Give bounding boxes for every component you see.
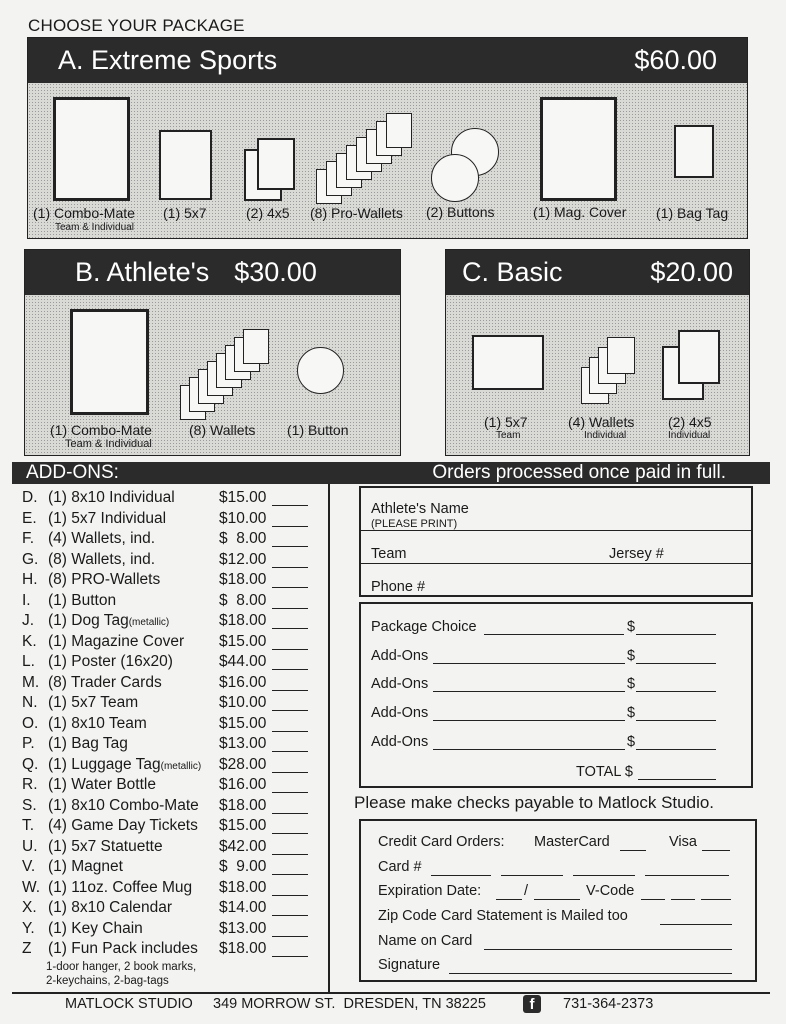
addon-letter: G. — [22, 550, 39, 568]
addon-quantity-field[interactable] — [272, 505, 308, 506]
package-b-header — [25, 250, 400, 295]
print-4x5-graphic — [257, 138, 295, 190]
athlete-name-label: Athlete's Name — [371, 501, 469, 517]
addon-row[interactable] — [22, 530, 267, 550]
addon-quantity-field[interactable] — [272, 792, 308, 793]
phone-label: Phone # — [371, 579, 426, 595]
addons-label: Add-Ons — [371, 734, 429, 750]
addon-price: $44.00 — [219, 653, 267, 670]
item-label: (1) Combo-Mate — [50, 422, 152, 438]
addon-price: $10.00 — [219, 509, 267, 527]
footer-phone: 731-364-2373 — [563, 996, 654, 1012]
addon-letter: O. — [22, 714, 39, 732]
footer-divider — [12, 992, 770, 994]
addon-letter: F. — [22, 530, 35, 547]
addon-price: $15.00 — [219, 817, 267, 834]
package-a-header — [28, 38, 747, 83]
addon-quantity-field[interactable] — [272, 936, 308, 937]
print-5x7-graphic — [472, 335, 544, 390]
package-c-price: $20.00 — [650, 257, 733, 287]
addon-price: $18.00 — [219, 571, 267, 588]
addon-description: (8) PRO-Wallets — [48, 571, 161, 588]
addon-row[interactable] — [22, 735, 267, 755]
button-graphic — [431, 154, 479, 202]
addon-price: $ 9.00 — [219, 858, 267, 875]
athlete-info-box — [359, 486, 753, 597]
addon-letter: S. — [22, 796, 37, 814]
item-sub-label: Team — [496, 430, 521, 441]
credit-card-box — [359, 819, 757, 982]
addon-price: $18.00 — [219, 612, 267, 629]
wallet-graphic — [386, 113, 412, 148]
footer-address: 349 MORROW ST. DRESDEN, TN 38225 — [213, 996, 486, 1012]
button-graphic — [297, 347, 344, 394]
item-label: (1) Combo-Mate — [33, 205, 135, 221]
addon-price: $28.00 — [219, 755, 267, 773]
vcode-field[interactable] — [701, 899, 731, 900]
package-a-price: $60.00 — [634, 45, 717, 75]
addon-price: $12.00 — [219, 550, 267, 568]
addons-field[interactable] — [433, 663, 625, 664]
addon-description: (1) 5x7 Individual — [48, 509, 167, 527]
package-a[interactable] — [27, 37, 748, 239]
addon-quantity-field[interactable] — [272, 731, 308, 732]
mastercard-field[interactable] — [620, 850, 646, 851]
package-amount-field[interactable] — [636, 634, 716, 635]
item-label: (1) 5x7 — [484, 414, 528, 430]
addon-letter: Y. — [22, 919, 35, 937]
signature-field[interactable] — [449, 973, 732, 974]
addon-letter: U. — [22, 837, 38, 855]
addon-description: (1) Button — [48, 591, 117, 609]
addon-description: (1) 5x7 Statuette — [48, 837, 163, 855]
addons-field[interactable] — [433, 749, 625, 750]
package-choice-label: Package Choice — [371, 619, 477, 635]
item-label: (1) Mag. Cover — [533, 204, 627, 220]
addon-row[interactable] — [22, 858, 267, 878]
addon-row[interactable] — [22, 899, 267, 919]
addon-quantity-field[interactable] — [272, 895, 308, 896]
addon-description: (4) Game Day Tickets — [48, 817, 198, 834]
addon-letter: J. — [22, 612, 35, 629]
addon-description: (4) Wallets, ind. — [48, 530, 156, 547]
mastercard-label: MasterCard — [534, 834, 610, 850]
addons-header — [12, 462, 770, 484]
column-divider — [328, 484, 330, 992]
dollar-sign: $ — [627, 734, 636, 750]
print-4x5-graphic — [678, 330, 720, 384]
addon-price: $14.00 — [219, 899, 267, 916]
addon-description: (8) Wallets, ind. — [48, 550, 156, 568]
addon-price: $10.00 — [219, 694, 267, 711]
addon-description: (1) 8x10 Team — [48, 714, 147, 732]
addon-letter: W. — [22, 878, 41, 896]
package-b-items — [25, 295, 400, 455]
addon-row[interactable] — [22, 919, 267, 940]
addon-row[interactable] — [22, 796, 267, 817]
card-number-field[interactable] — [501, 875, 563, 876]
addon-quantity-field[interactable] — [272, 690, 308, 691]
checks-note: Please make checks payable to Matlock Studio. — [354, 793, 715, 812]
funpack-note-line: 2-keychains, 2-bag-tags — [46, 975, 169, 987]
addon-description: (1) Magnet — [48, 858, 123, 875]
addon-price: $15.00 — [219, 489, 267, 506]
addon-letter: R. — [22, 776, 38, 793]
addons-title: ADD-ONS: — [26, 462, 119, 483]
addon-description: (1) 8x10 Combo-Mate — [48, 796, 199, 814]
package-a-items — [28, 83, 747, 238]
addon-description: (1) Bag Tag — [48, 735, 128, 752]
addon-letter: I. — [22, 591, 31, 609]
addon-price: $13.00 — [219, 919, 267, 937]
addon-letter: K. — [22, 632, 37, 650]
magazine-cover-graphic — [540, 97, 617, 201]
addon-quantity-field[interactable] — [272, 833, 308, 834]
expiration-slash: / — [524, 883, 529, 899]
addon-row[interactable] — [22, 878, 267, 899]
visa-label: Visa — [669, 834, 697, 850]
dollar-sign: $ — [627, 705, 636, 721]
addon-description: (1) Magazine Cover — [48, 632, 185, 650]
addon-quantity-field[interactable] — [272, 813, 308, 814]
addon-row[interactable] — [22, 940, 267, 960]
addon-letter: X. — [22, 899, 37, 916]
addon-price: $16.00 — [219, 673, 267, 691]
addon-row[interactable] — [22, 591, 267, 612]
card-number-field[interactable] — [431, 875, 491, 876]
funpack-note-line: 1-door hanger, 2 book marks, — [46, 961, 197, 973]
addon-quantity-field[interactable] — [272, 546, 308, 547]
addon-row[interactable] — [22, 612, 267, 632]
package-c-items — [446, 295, 749, 455]
card-number-field[interactable] — [573, 875, 635, 876]
addons-amount-field[interactable] — [636, 749, 716, 750]
vcode-field[interactable] — [641, 899, 665, 900]
zip-field[interactable] — [660, 924, 732, 925]
athlete-name-field[interactable] — [361, 530, 751, 531]
addon-quantity-field[interactable] — [272, 854, 308, 855]
visa-field[interactable] — [702, 850, 730, 851]
addon-description: (1) Key Chain — [48, 919, 143, 937]
addon-letter: Z — [22, 940, 32, 957]
addon-price: $18.00 — [219, 940, 267, 957]
item-sub-label: Individual — [584, 430, 627, 441]
addon-letter: N. — [22, 694, 38, 711]
addon-quantity-field[interactable] — [272, 608, 308, 609]
package-c-name: C. Basic — [462, 257, 563, 287]
team-label: Team — [371, 546, 407, 562]
addon-price: $15.00 — [219, 632, 267, 650]
addon-quantity-field[interactable] — [272, 669, 308, 670]
name-on-card-label: Name on Card — [378, 933, 473, 949]
item-label: (8) Pro-Wallets — [310, 205, 403, 221]
facebook-icon[interactable]: f — [523, 995, 541, 1013]
addons-field[interactable] — [433, 720, 625, 721]
addon-description: (1) 5x7 Team — [48, 694, 139, 711]
addons-label: Add-Ons — [371, 705, 429, 721]
total-field[interactable] — [638, 779, 716, 780]
page-title: CHOOSE YOUR PACKAGE — [28, 16, 245, 35]
package-b-price: $30.00 — [234, 257, 317, 287]
wallet-graphic — [607, 337, 635, 374]
name-on-card-field[interactable] — [484, 949, 732, 950]
addon-price: $15.00 — [219, 714, 267, 732]
card-number-field[interactable] — [645, 875, 729, 876]
package-choice-field[interactable] — [484, 634, 624, 635]
addons-amount-field[interactable] — [636, 691, 716, 692]
order-summary-box — [359, 602, 753, 788]
addon-description: (8) Trader Cards — [48, 673, 162, 691]
dollar-sign: $ — [627, 648, 636, 664]
vcode-label: V-Code — [586, 883, 635, 899]
item-sub-label: Team & Individual — [55, 222, 134, 233]
addon-price: $18.00 — [219, 878, 267, 896]
addon-row[interactable] — [22, 489, 267, 509]
expiration-year-field[interactable] — [534, 899, 580, 900]
addon-quantity-field[interactable] — [272, 649, 308, 650]
zip-label: Zip Code Card Statement is Mailed too — [378, 908, 628, 924]
bag-tag-graphic — [674, 125, 714, 178]
package-b[interactable] — [24, 249, 401, 456]
addon-row[interactable] — [22, 509, 267, 530]
package-a-name: A. Extreme Sports — [58, 45, 278, 75]
vcode-field[interactable] — [671, 899, 695, 900]
package-b-name: B. Athlete's — [75, 257, 210, 287]
addon-letter: L. — [22, 653, 35, 670]
addon-note: (metallic) — [160, 760, 202, 772]
funpack-note — [46, 960, 196, 988]
item-sub-label: Team & Individual — [65, 438, 152, 450]
addon-row[interactable] — [22, 755, 267, 776]
item-label: (4) Wallets — [568, 414, 635, 430]
addon-description: (1) 8x10 Calendar — [48, 899, 173, 916]
addon-quantity-field[interactable] — [272, 526, 308, 527]
addon-quantity-field[interactable] — [272, 587, 308, 588]
orders-note: Orders processed once paid in full. — [432, 462, 726, 483]
addon-note: (metallic) — [128, 617, 170, 628]
dollar-sign: $ — [627, 676, 636, 692]
jersey-label: Jersey # — [609, 546, 664, 562]
item-label: (1) Bag Tag — [656, 205, 729, 221]
athlete-name-sub: (PLEASE PRINT) — [371, 518, 458, 530]
card-number-label: Card # — [378, 859, 422, 875]
addon-row[interactable] — [22, 714, 267, 735]
addon-row[interactable] — [22, 653, 267, 673]
addon-description: (1) Dog Tag — [48, 612, 129, 629]
item-label: (8) Wallets — [189, 422, 256, 438]
addon-row[interactable] — [22, 817, 267, 837]
addon-row[interactable] — [22, 550, 267, 571]
addon-quantity-field[interactable] — [272, 567, 308, 568]
team-field[interactable] — [361, 563, 751, 564]
addon-row[interactable] — [22, 837, 267, 858]
addon-quantity-field[interactable] — [272, 628, 308, 629]
credit-orders-label: Credit Card Orders: — [378, 834, 505, 850]
addon-description: (1) Luggage Tag — [48, 755, 161, 773]
signature-label: Signature — [378, 957, 441, 973]
addon-description: (1) Fun Pack includes — [48, 940, 198, 957]
item-label: (1) 5x7 — [163, 205, 207, 221]
addon-letter: H. — [22, 571, 38, 588]
item-label: (2) 4x5 — [246, 205, 290, 221]
item-sub-label: Individual — [668, 430, 711, 441]
addon-description: (1) Poster (16x20) — [48, 653, 173, 670]
addons-label: Add-Ons — [371, 676, 429, 692]
addon-row[interactable] — [22, 776, 267, 796]
combo-mate-graphic — [70, 309, 149, 415]
addon-row[interactable] — [22, 632, 267, 653]
addons-amount-field[interactable] — [636, 720, 716, 721]
addon-quantity-field[interactable] — [272, 874, 308, 875]
addon-letter: Q. — [22, 755, 39, 773]
addon-letter: M. — [22, 673, 40, 691]
print-5x7-graphic — [159, 130, 212, 200]
footer-studio: MATLOCK STUDIO — [65, 996, 193, 1012]
expiration-label: Expiration Date: — [378, 883, 482, 899]
addon-description: (1) 11oz. Coffee Mug — [48, 878, 193, 896]
addon-price: $42.00 — [219, 837, 267, 855]
addon-quantity-field[interactable] — [272, 915, 308, 916]
addon-row[interactable] — [22, 694, 267, 714]
addon-quantity-field[interactable] — [272, 956, 308, 957]
item-label: (2) Buttons — [426, 204, 495, 220]
package-c-header — [446, 250, 749, 295]
item-label: (2) 4x5 — [668, 414, 712, 430]
addon-description: (1) Water Bottle — [48, 776, 156, 793]
addon-letter: T. — [22, 817, 35, 834]
addons-field[interactable] — [433, 691, 625, 692]
package-c[interactable] — [445, 249, 750, 456]
addon-quantity-field[interactable] — [272, 772, 308, 773]
addon-price: $16.00 — [219, 776, 267, 793]
addon-description: (1) 8x10 Individual — [48, 489, 175, 506]
expiration-month-field[interactable] — [496, 899, 522, 900]
addon-quantity-field[interactable] — [272, 751, 308, 752]
item-label: (1) Button — [287, 422, 349, 438]
addon-letter: E. — [22, 509, 37, 527]
addons-label: Add-Ons — [371, 648, 429, 664]
addon-price: $ 8.00 — [219, 591, 267, 609]
addons-amount-field[interactable] — [636, 663, 716, 664]
addon-letter: P. — [22, 735, 35, 752]
addon-price: $13.00 — [219, 735, 267, 752]
addon-quantity-field[interactable] — [272, 710, 308, 711]
addon-price: $ 8.00 — [219, 530, 267, 547]
addon-letter: V. — [22, 858, 36, 875]
addon-price: $18.00 — [219, 796, 267, 814]
addon-row[interactable] — [22, 571, 267, 591]
dollar-sign: $ — [627, 619, 636, 635]
combo-mate-graphic — [53, 97, 130, 201]
addon-letter: D. — [22, 489, 38, 506]
wallet-graphic — [243, 329, 269, 364]
addon-row[interactable] — [22, 673, 267, 694]
total-label: TOTAL $ — [576, 764, 633, 780]
